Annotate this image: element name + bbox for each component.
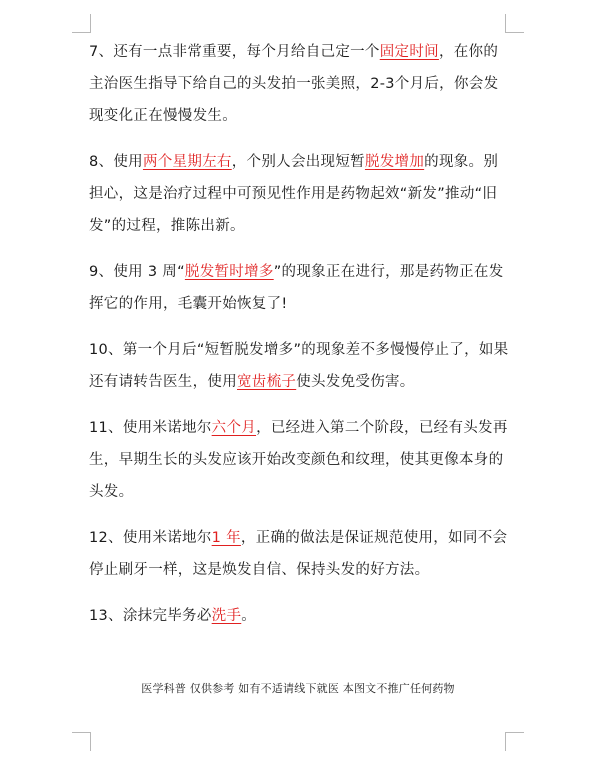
paragraph-item-11 xyxy=(89,412,509,508)
highlighted-text: 六个月 xyxy=(211,420,257,436)
highlighted-text: 脱发暂时增多 xyxy=(184,264,274,280)
body-text: 9、使用 3 周“ xyxy=(89,264,185,280)
body-text: ”的现象正在进行，那是药物正在发挥它的作用，毛囊开始恢复了! xyxy=(89,264,504,312)
highlighted-text: 固定时间 xyxy=(379,44,439,60)
body-text: 8、使用 xyxy=(89,154,143,170)
body-text: 的现象。别担心，这是治疗过程中可预见性作用是药物起效“新发”推动“旧发”的过程，推陈出新。 xyxy=(89,154,499,234)
paragraph-item-12 xyxy=(89,522,509,586)
body-text: 10、第一个月后“短暂脱发增多”的现象差不多慢慢停止了，如果还有请转告医生，使用 xyxy=(89,342,509,390)
document-body xyxy=(89,36,509,646)
corner-mark-bottom-right xyxy=(505,732,524,751)
highlighted-text: 两个星期左右 xyxy=(142,154,232,170)
body-text: 12、使用米诺地尔 xyxy=(89,530,212,546)
paragraph-item-7 xyxy=(89,36,509,132)
paragraph-item-9 xyxy=(89,256,509,320)
body-text: 13、涂抹完毕务必 xyxy=(89,608,212,624)
body-text: ，正确的做法是保证规范使用，如同不会停止刷牙一样，这是焕发自信、保持头发的好方法。 xyxy=(89,530,508,578)
corner-mark-top-right xyxy=(505,14,524,33)
body-text: 11、使用米诺地尔 xyxy=(89,420,212,436)
highlighted-text: 脱发增加 xyxy=(364,154,425,170)
body-text: ，在你的主治医生指导下给自己的头发拍一张美照，2-3个月后，你会发现变化正在慢慢发生。 xyxy=(89,44,499,124)
body-text: ，个别人会出现短暂 xyxy=(231,154,365,170)
highlighted-text: 洗手 xyxy=(211,608,242,624)
body-text: 使头发免受伤害。 xyxy=(296,374,415,390)
body-text: ，已经进入第二个阶段，已经有头发再生，早期生长的头发应该开始改变颜色和纹理，使其更像本身的头发。 xyxy=(89,420,508,500)
corner-mark-bottom-left xyxy=(72,732,91,751)
paragraph-item-10 xyxy=(89,334,509,398)
body-text: 7、还有一点非常重要，每个月给自己定一个 xyxy=(89,44,380,60)
highlighted-text: 宽齿梳子 xyxy=(237,374,297,390)
footer-disclaimer: 医学科普 仅供参考 如有不适请线下就医 本图文不推广任何药物 xyxy=(141,682,455,695)
highlighted-text: 1 年 xyxy=(211,530,241,546)
body-text: 。 xyxy=(241,608,257,624)
paragraph-item-13 xyxy=(89,600,509,632)
paragraph-item-8 xyxy=(89,146,509,242)
corner-mark-top-left xyxy=(72,14,91,33)
